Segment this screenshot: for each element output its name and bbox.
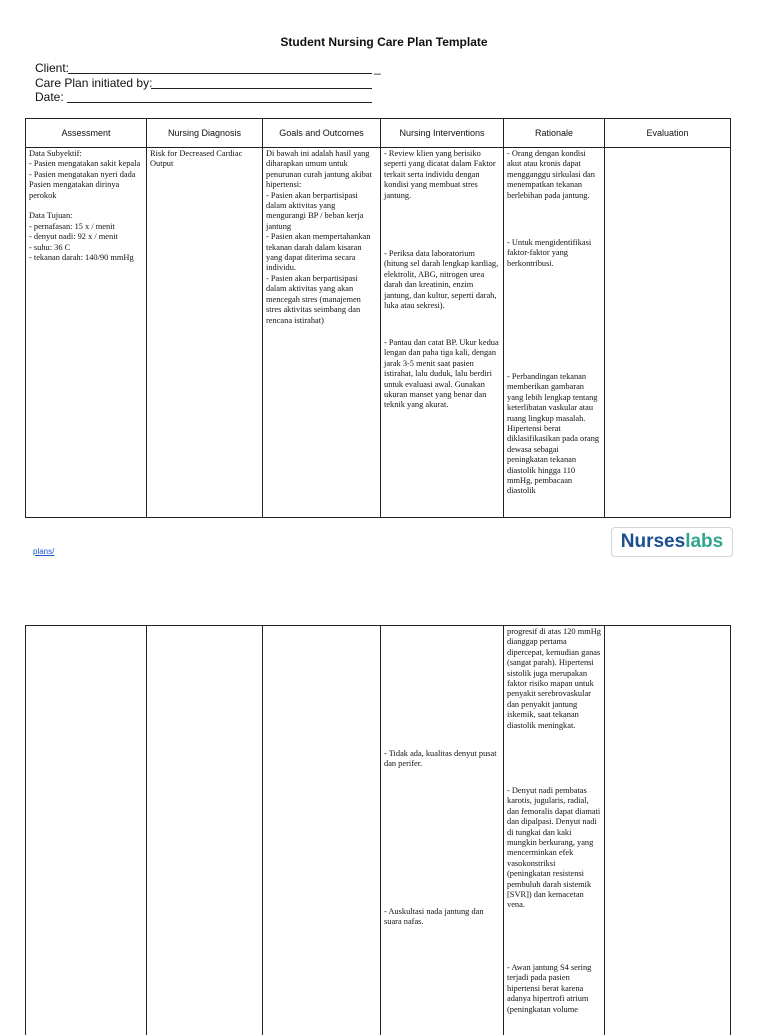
care-plan-initiated-line [151, 88, 372, 89]
rationale-column-continued [504, 626, 605, 1035]
care-plan-initiated-label: Care Plan initiated by: [35, 76, 153, 90]
evaluation-column [605, 119, 730, 517]
header-nursing-diagnosis: Nursing Diagnosis [147, 119, 262, 148]
document-title: Student Nursing Care Plan Template [280, 35, 488, 49]
intervention-item: - Pantau dan catat BP. Ukur kedua lengan dan paha tiga kali, dengan jarak 3-5 menit saat pasien istirahat, lalu duduk, lalu berdiri untuk evaluasi awal. Gunakan ukuran manset yang benar dan teknik yang akurat. [384, 338, 501, 410]
nurseslabs-logo [611, 527, 733, 557]
header-assessment: Assessment [26, 119, 146, 148]
plans-link[interactable]: plans/ [33, 547, 55, 556]
nursing-interventions-column [381, 119, 504, 517]
header-evaluation: Evaluation [605, 119, 730, 148]
rationale-item: - Denyut nadi pembatas karotis, jugularis, radial, dan femoralis dapat diamati dan dipalpasi. Denyut nadi di tungkai dan kaki mungkin berkurang, yang mencerminkan efek vasokonstriksi (peningkatan resistensi pembuluh darah sistemik [SVR]) dan kemacetan vena. [507, 786, 603, 910]
rationale-column [504, 119, 605, 517]
rationale-item: - Untuk mengidentifikasi faktor-faktor yang berkontribusi. [507, 238, 594, 268]
assessment-column [26, 119, 147, 517]
goals-outcomes-cell: Di bawah ini adalah hasil yang diharapkan umum untuk penurunan curah jantung akibat hipertensi: - Pasien akan berpartisipasi dalam aktivitas yang mengurangi BP / beban kerja jantung - Pasien akan mempertahankan tekanan darah dalam kisaran yang dapat diterima secara individu. - Pasien akan berpartisipasi dalam aktivitas yang akan mencegah stres (manajemen stres aktivitas seimbang dan rencana istirahat) [266, 149, 372, 325]
nursing-diagnosis-column [147, 119, 263, 517]
date-line [67, 102, 372, 103]
goals-outcomes-column-continued [263, 626, 381, 1035]
rationale-item: - Awan jantung S4 sering terjadi pada pasien hipertensi berat karena adanya hipertrofi atrium (peningkatan volume [507, 963, 594, 1014]
client-label: Client: [35, 61, 70, 75]
rationale-item: - Orang dengan kondisi akut atau kronis dapat mengganggu sirkulasi dan menempatkan tekanan berlebihan pada jantung. [507, 149, 598, 200]
intervention-item: - Tidak ada, kualitas denyut pusat dan perifer. [384, 749, 499, 769]
intervention-item: - Auskultasi nada jantung dan suara nafas. [384, 907, 486, 927]
care-plan-table-page-1 [25, 118, 731, 518]
rationale-item: progresif di atas 120 mmHg dianggap pertama dipercepat, kemudian ganas (sangat parah). Hipertensi sistolik juga merupakan faktor risiko mapan untuk penyakit serebrovaskular dan penyakit jantung iskemik, saat tekanan diastolik meningkat. [507, 627, 604, 730]
intervention-item: - Review klien yang berisiko seperti yang dicatat dalam Faktor terkait serta individu dengan kondisi yang membuat stres jantung. [384, 149, 498, 200]
header-nursing-interventions: Nursing Interventions [381, 119, 503, 148]
rationale-item: - Perbandingan tekanan memberikan gambaran yang lebih lengkap tentang keterlibatan vaskular atau ruang lingkup masalah. Hipertensi berat diklasifikasikan pada orang dewasa sebagai peningkatan tekanan diastolik hingga 110 mmHg, pembacaan diastolik [507, 372, 601, 496]
goals-outcomes-column [263, 119, 381, 517]
assessment-column-continued [26, 626, 147, 1035]
nursing-interventions-column-continued [381, 626, 504, 1035]
date-label: Date: [35, 90, 64, 104]
header-goals-outcomes: Goals and Outcomes [263, 119, 380, 148]
client-line [68, 73, 372, 74]
assessment-cell: Data Subyektif: - Pasien mengatakan sakit kepala - Pasien mengatakan nyeri dada Pasien mengatakan dirinya perokok Data Tujuan: - pernafasan: 15 x / menit - denyut nadi: 92 x / menit - suhu: 36 C - tekanan darah: 140/90 mmHg [29, 149, 141, 263]
logo-text-nurses: Nurses [620, 531, 686, 552]
nursing-diagnosis-cell: Risk for Decreased Cardiac Output [150, 149, 245, 169]
client-line-end: _ [374, 61, 381, 75]
header-rationale: Rationale [504, 119, 604, 148]
evaluation-column-continued [605, 626, 730, 1035]
nursing-diagnosis-column-continued [147, 626, 263, 1035]
intervention-item: - Periksa data laboratorium (hitung sel darah lengkap kardiag, elektrolit, ABG, nitrogen urea darah dan kreatinin, enzim jantung, dan kultur, seperti darah, luka atau sekresi). [384, 249, 501, 311]
care-plan-table-page-2 [25, 625, 731, 1035]
logo-text-labs: labs [685, 531, 724, 552]
